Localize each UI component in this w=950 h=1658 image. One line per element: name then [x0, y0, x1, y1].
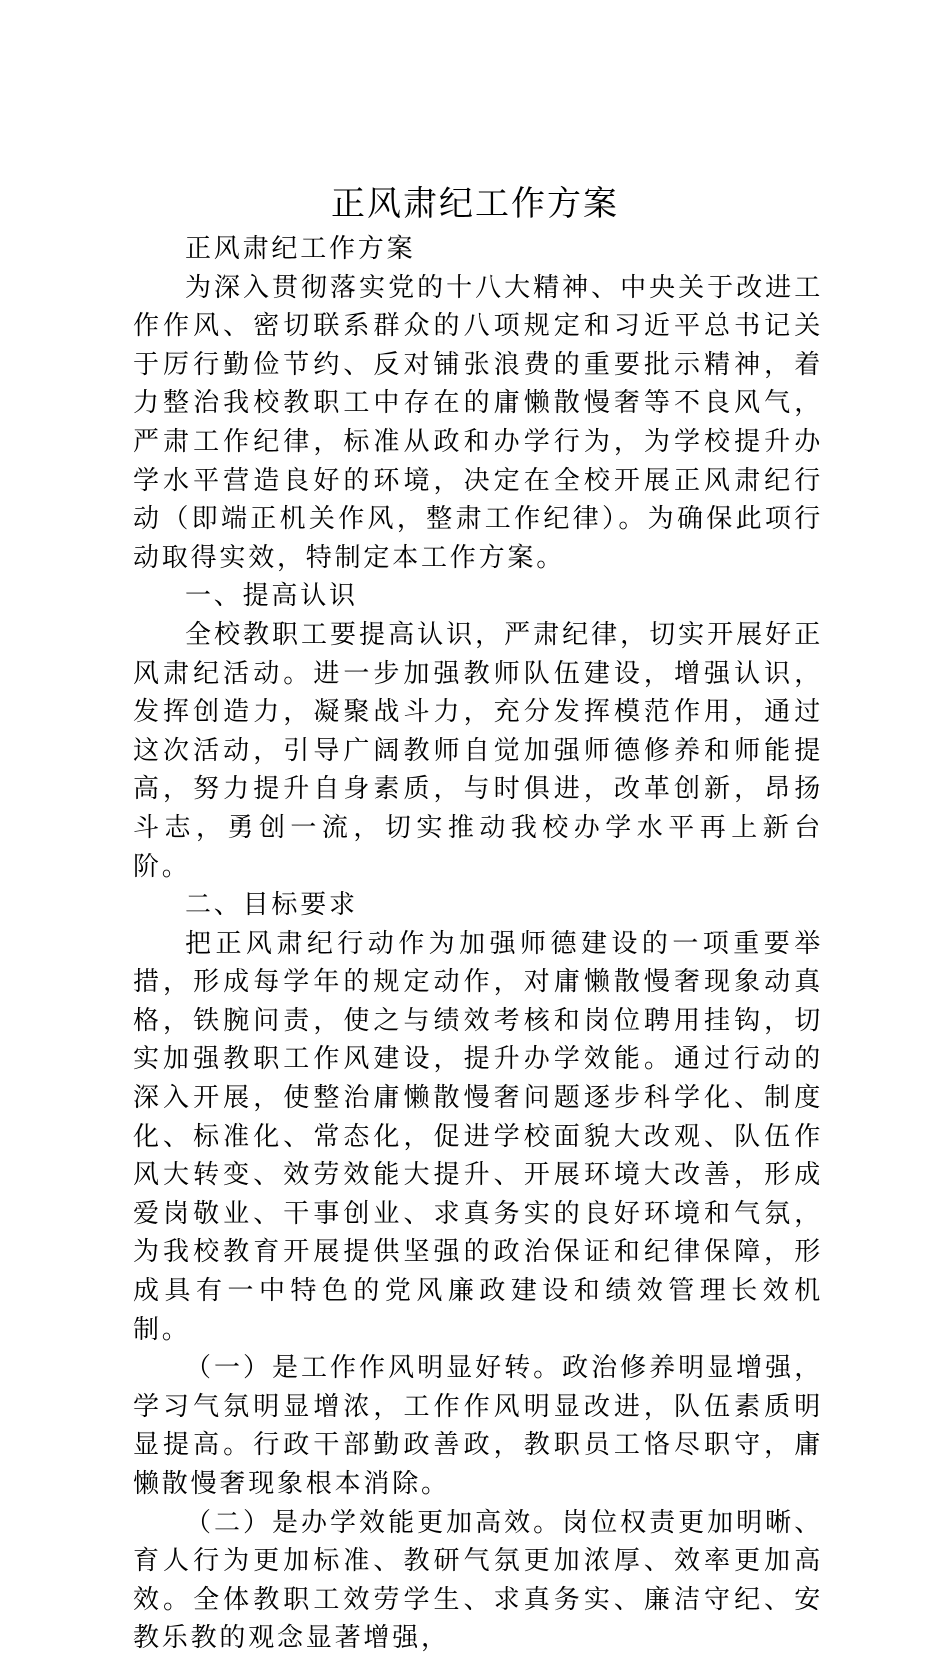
paragraph-item-1: （一）是工作作风明显好转。政治修养明显增强，学习气氛明显增浓，工作作风明显改进，队伍素质明显提高。行政干部勤政善政，教职员工恪尽职守，庸懒散慢奢现象根本消除。: [133, 1353, 823, 1499]
paragraph-section-1: 全校教职工要提高认识，严肃纪律，切实开展好正风肃纪活动。进一步加强教师队伍建设，增强认识，发挥创造力，凝聚战斗力，充分发挥模范作用，通过这次活动，引导广阔教师自觉加强师德修养和师能提高，努力提升自身素质，与时俱进，改革创新，昂扬斗志，勇创一流，切实推动我校办学水平再上新台阶。: [133, 619, 823, 882]
paragraph-section-2: 把正风肃纪行动作为加强师德建设的一项重要举措，形成每学年的规定动作，对庸懒散慢奢现象动真格，铁腕问责，使之与绩效考核和岗位聘用挂钩，切实加强教职工作风建设，提升办学效能。通过行动的深入开展，使整治庸懒散慢奢问题逐步科学化、制度化、标准化、常态化，促进学校面貌大改观、队伍作风大转变、效劳效能大提升、开展环境大改善，形成爱岗敬业、干事创业、求真务实的良好环境和气氛，为我校教育开展提供坚强的政治保证和纪律保障，形成具有一中特色的党风廉政建设和绩效管理长效机制。: [133, 928, 823, 1345]
paragraph-heading-repeat: 正风肃纪工作方案: [185, 234, 416, 264]
section-heading-2: 二、目标要求: [185, 890, 358, 921]
document-title: 正风肃纪工作方案: [331, 184, 619, 224]
paragraph-item-2: （二）是办学效能更加高效。岗位权责更加明晰、育人行为更加标准、教研气氛更加浓厚、效率更加高效。全体教职工效劳学生、求真务实、廉洁守纪、安教乐教的观念显著增强，: [133, 1507, 823, 1654]
section-heading-1: 一、提高认识: [185, 581, 358, 612]
paragraph-intro: 为深入贯彻落实党的十八大精神、中央关于改进工作作风、密切联系群众的八项规定和习近平总书记关于厉行勤俭节约、反对铺张浪费的重要批示精神，着力整治我校教职工中存在的庸懒散慢奢等不良风气，严肃工作纪律，标准从政和办学行为，为学校提升办学水平营造良好的环境，决定在全校开展正风肃纪行动（即端正机关作风，整肃工作纪律）。为确保此项行动取得实效，特制定本工作方案。: [133, 272, 823, 573]
document-body: [133, 230, 823, 1658]
